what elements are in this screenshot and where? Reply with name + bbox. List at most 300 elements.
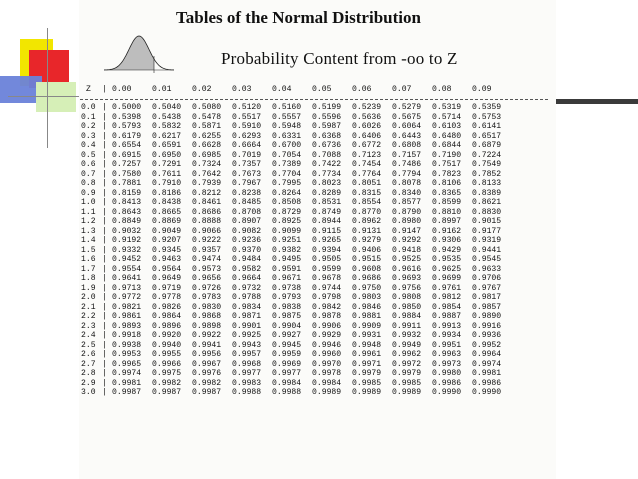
probability-cell: 0.9761 — [432, 283, 462, 293]
probability-cell: 0.5675 — [392, 112, 422, 122]
probability-cell: 0.9989 — [312, 388, 342, 397]
probability-cell: 0.8051 — [352, 179, 382, 188]
probability-cell: 0.9893 — [112, 321, 142, 331]
probability-cell: 0.9969 — [272, 359, 302, 369]
probability-cell: 0.9345 — [152, 245, 182, 255]
probability-cell: 0.9985 — [352, 378, 382, 388]
probability-cell: 0.9875 — [272, 312, 302, 321]
probability-cell: 0.9452 — [112, 255, 142, 264]
probability-cell: 0.9495 — [272, 255, 302, 264]
probability-cell: 0.8365 — [432, 188, 462, 198]
probability-cell: 0.9990 — [472, 388, 502, 397]
probability-cell: 0.8997 — [432, 217, 462, 226]
z-value: 3.0 — [81, 388, 96, 397]
z-value: 1.1 — [81, 207, 96, 217]
probability-cell: 0.9904 — [272, 321, 302, 331]
probability-cell: 0.9251 — [272, 236, 302, 245]
probability-cell: 0.9901 — [232, 321, 262, 331]
probability-cell: 0.7611 — [152, 169, 182, 179]
probability-cell: 0.7357 — [232, 160, 262, 169]
table-row — [80, 170, 556, 180]
probability-cell: 0.9846 — [352, 302, 382, 312]
decor-vertical-line — [47, 28, 48, 148]
z-value: 0.0 — [81, 103, 96, 112]
z-value: 1.3 — [81, 226, 96, 236]
table-row — [80, 179, 556, 189]
probability-cell: 0.7157 — [392, 150, 422, 160]
probability-cell: 0.9738 — [272, 283, 302, 293]
probability-cell: 0.9279 — [352, 236, 382, 245]
z-value: 1.4 — [81, 236, 96, 245]
probability-cell: 0.5714 — [432, 112, 462, 122]
probability-cell: 0.9686 — [352, 274, 382, 283]
probability-cell: 0.9925 — [232, 331, 262, 340]
probability-cell: 0.8708 — [232, 207, 262, 217]
probability-cell: 0.7704 — [272, 169, 302, 179]
z-value: 2.9 — [81, 378, 96, 388]
probability-cell: 0.9977 — [272, 369, 302, 378]
probability-cell: 0.5438 — [152, 112, 182, 122]
table-row — [80, 369, 556, 379]
probability-cell: 0.5398 — [112, 112, 142, 122]
probability-cell: 0.8962 — [352, 217, 382, 226]
probability-cell: 0.7257 — [112, 160, 142, 169]
probability-cell: 0.7764 — [352, 169, 382, 179]
table-row — [80, 379, 556, 389]
probability-cell: 0.9956 — [192, 350, 222, 359]
row-separator: | — [102, 321, 107, 331]
probability-cell: 0.9830 — [192, 302, 222, 312]
z-value: 0.3 — [81, 131, 96, 141]
probability-cell: 0.9706 — [472, 274, 502, 283]
probability-cell: 0.9693 — [392, 274, 422, 283]
probability-cell: 0.9972 — [392, 359, 422, 369]
probability-cell: 0.8212 — [192, 188, 222, 198]
table-row — [80, 350, 556, 360]
header-rule — [80, 99, 548, 100]
probability-cell: 0.9868 — [192, 312, 222, 321]
probability-cell: 0.9918 — [112, 331, 142, 340]
probability-cell: 0.6591 — [152, 141, 182, 150]
probability-cell: 0.5359 — [472, 103, 502, 112]
probability-cell: 0.9916 — [472, 321, 502, 331]
probability-cell: 0.5557 — [272, 112, 302, 122]
z-value: 2.6 — [81, 350, 96, 359]
row-separator: | — [102, 340, 107, 350]
probability-cell: 0.9927 — [272, 331, 302, 340]
probability-cell: 0.9988 — [232, 388, 262, 397]
probability-cell: 0.9162 — [432, 226, 462, 236]
probability-cell: 0.9979 — [392, 369, 422, 378]
probability-cell: 0.9861 — [112, 312, 142, 321]
table-row — [80, 227, 556, 237]
page-title: Tables of the Normal Distribution — [176, 8, 421, 27]
probability-cell: 0.5987 — [312, 122, 342, 131]
probability-cell: 0.9965 — [112, 359, 142, 369]
probability-cell: 0.9906 — [312, 321, 342, 331]
probability-cell: 0.9394 — [312, 245, 342, 255]
probability-cell: 0.8849 — [112, 217, 142, 226]
row-separator: | — [102, 188, 107, 198]
table-row — [80, 322, 556, 332]
probability-cell: 0.8577 — [392, 198, 422, 207]
probability-cell: 0.7823 — [432, 169, 462, 179]
probability-cell: 0.9946 — [312, 340, 342, 350]
probability-cell: 0.8749 — [312, 207, 342, 217]
probability-cell: 0.8315 — [352, 188, 382, 198]
probability-cell: 0.9981 — [472, 369, 502, 378]
table-row — [80, 331, 556, 341]
probability-cell: 0.9881 — [352, 312, 382, 321]
probability-cell: 0.9406 — [352, 245, 382, 255]
table-row — [80, 151, 556, 161]
row-separator: | — [102, 388, 107, 397]
probability-cell: 0.8686 — [192, 207, 222, 217]
row-separator: | — [102, 331, 107, 340]
probability-cell: 0.9015 — [472, 217, 502, 226]
probability-cell: 0.9821 — [112, 302, 142, 312]
probability-cell: 0.9474 — [192, 255, 222, 264]
probability-cell: 0.9783 — [192, 293, 222, 302]
probability-cell: 0.9778 — [152, 293, 182, 302]
column-header: 0.04 — [272, 85, 292, 94]
probability-cell: 0.9793 — [272, 293, 302, 302]
probability-cell: 0.8907 — [232, 217, 262, 226]
column-header: 0.06 — [352, 85, 372, 94]
table-row — [80, 189, 556, 199]
probability-cell: 0.6026 — [352, 122, 382, 131]
z-value: 2.2 — [81, 312, 96, 321]
normal-curve-icon — [102, 30, 176, 78]
probability-cell: 0.9953 — [112, 350, 142, 359]
probability-cell: 0.9306 — [432, 236, 462, 245]
z-value: 2.3 — [81, 321, 96, 331]
probability-cell: 0.9812 — [432, 293, 462, 302]
header-separator: | — [102, 85, 107, 94]
probability-cell: 0.9974 — [472, 359, 502, 369]
probability-cell: 0.7967 — [232, 179, 262, 188]
z-column-header: Z — [86, 85, 91, 94]
probability-cell: 0.9987 — [152, 388, 182, 397]
table-row — [80, 341, 556, 351]
probability-cell: 0.9990 — [432, 388, 462, 397]
z-value: 2.1 — [81, 302, 96, 312]
probability-cell: 0.7580 — [112, 169, 142, 179]
probability-cell: 0.9964 — [472, 350, 502, 359]
probability-cell: 0.9788 — [232, 293, 262, 302]
probability-cell: 0.6331 — [272, 131, 302, 141]
column-header: 0.02 — [192, 85, 212, 94]
probability-cell: 0.9756 — [392, 283, 422, 293]
table-row — [80, 284, 556, 294]
table-row — [80, 141, 556, 151]
probability-cell: 0.7486 — [392, 160, 422, 169]
column-header: 0.03 — [232, 85, 252, 94]
probability-cell: 0.7517 — [432, 160, 462, 169]
z-value: 0.6 — [81, 160, 96, 169]
probability-cell: 0.5517 — [232, 112, 262, 122]
probability-cell: 0.9564 — [152, 264, 182, 274]
probability-cell: 0.9984 — [272, 378, 302, 388]
probability-cell: 0.9931 — [352, 331, 382, 340]
z-value: 1.8 — [81, 274, 96, 283]
probability-cell: 0.9633 — [472, 264, 502, 274]
probability-cell: 0.5239 — [352, 103, 382, 112]
probability-cell: 0.9983 — [232, 378, 262, 388]
probability-cell: 0.9932 — [392, 331, 422, 340]
probability-cell: 0.9986 — [472, 378, 502, 388]
probability-cell: 0.6255 — [192, 131, 222, 141]
probability-cell: 0.9744 — [312, 283, 342, 293]
probability-cell: 0.9591 — [272, 264, 302, 274]
probability-cell: 0.9850 — [392, 302, 422, 312]
table-body — [80, 103, 556, 398]
probability-cell: 0.7910 — [152, 179, 182, 188]
probability-cell: 0.9082 — [232, 226, 262, 236]
table-row — [80, 265, 556, 275]
row-separator: | — [102, 122, 107, 131]
z-value: 0.5 — [81, 150, 96, 160]
probability-cell: 0.9649 — [152, 274, 182, 283]
row-separator: | — [102, 112, 107, 122]
row-separator: | — [102, 217, 107, 226]
probability-cell: 0.9608 — [352, 264, 382, 274]
probability-cell: 0.7642 — [192, 169, 222, 179]
decor-horizontal-line — [8, 96, 88, 97]
table-row — [80, 236, 556, 246]
probability-cell: 0.5279 — [392, 103, 422, 112]
probability-cell: 0.7549 — [472, 160, 502, 169]
z-value: 2.0 — [81, 293, 96, 302]
probability-cell: 0.7939 — [192, 179, 222, 188]
row-separator: | — [102, 226, 107, 236]
probability-cell: 0.9887 — [432, 312, 462, 321]
probability-cell: 0.7422 — [312, 160, 342, 169]
probability-cell: 0.9641 — [112, 274, 142, 283]
row-separator: | — [102, 378, 107, 388]
probability-cell: 0.8980 — [392, 217, 422, 226]
probability-cell: 0.8485 — [232, 198, 262, 207]
probability-cell: 0.9332 — [112, 245, 142, 255]
probability-cell: 0.9554 — [112, 264, 142, 274]
probability-cell: 0.8159 — [112, 188, 142, 198]
z-value: 1.6 — [81, 255, 96, 264]
probability-cell: 0.9664 — [232, 274, 262, 283]
probability-cell: 0.9988 — [272, 388, 302, 397]
table-row — [80, 132, 556, 142]
probability-cell: 0.8531 — [312, 198, 342, 207]
probability-cell: 0.7224 — [472, 150, 502, 160]
probability-cell: 0.9934 — [432, 331, 462, 340]
probability-cell: 0.9989 — [352, 388, 382, 397]
probability-cell: 0.6700 — [272, 141, 302, 150]
probability-cell: 0.9896 — [152, 321, 182, 331]
probability-cell: 0.7324 — [192, 160, 222, 169]
probability-cell: 0.6480 — [432, 131, 462, 141]
probability-cell: 0.9803 — [352, 293, 382, 302]
probability-cell: 0.6628 — [192, 141, 222, 150]
probability-cell: 0.7881 — [112, 179, 142, 188]
probability-cell: 0.9750 — [352, 283, 382, 293]
probability-cell: 0.9982 — [192, 378, 222, 388]
probability-cell: 0.6772 — [352, 141, 382, 150]
probability-cell: 0.9625 — [432, 264, 462, 274]
column-header: 0.09 — [472, 85, 492, 94]
probability-cell: 0.8413 — [112, 198, 142, 207]
probability-cell: 0.8888 — [192, 217, 222, 226]
row-separator: | — [102, 255, 107, 264]
row-separator: | — [102, 369, 107, 378]
probability-cell: 0.6103 — [432, 122, 462, 131]
table-row — [80, 360, 556, 370]
probability-cell: 0.9955 — [152, 350, 182, 359]
probability-cell: 0.8944 — [312, 217, 342, 226]
probability-cell: 0.9319 — [472, 236, 502, 245]
row-separator: | — [102, 160, 107, 169]
probability-cell: 0.9719 — [152, 283, 182, 293]
probability-cell: 0.8830 — [472, 207, 502, 217]
probability-cell: 0.9920 — [152, 331, 182, 340]
probability-cell: 0.7995 — [272, 179, 302, 188]
probability-cell: 0.9115 — [312, 226, 342, 236]
probability-cell: 0.9857 — [472, 302, 502, 312]
probability-cell: 0.6406 — [352, 131, 382, 141]
probability-cell: 0.9838 — [272, 302, 302, 312]
page-subtitle: Probability Content from -oo to Z — [221, 49, 458, 68]
z-value: 0.1 — [81, 112, 96, 122]
z-value: 0.7 — [81, 169, 96, 179]
row-separator: | — [102, 359, 107, 369]
probability-cell: 0.9966 — [152, 359, 182, 369]
probability-cell: 0.6736 — [312, 141, 342, 150]
probability-cell: 0.7054 — [272, 150, 302, 160]
probability-cell: 0.7794 — [392, 169, 422, 179]
probability-cell: 0.9962 — [392, 350, 422, 359]
probability-cell: 0.9936 — [472, 331, 502, 340]
probability-cell: 0.9974 — [112, 369, 142, 378]
probability-cell: 0.9890 — [472, 312, 502, 321]
probability-cell: 0.8554 — [352, 198, 382, 207]
probability-cell: 0.6293 — [232, 131, 262, 141]
probability-cell: 0.9463 — [152, 255, 182, 264]
row-separator: | — [102, 283, 107, 293]
probability-cell: 0.9878 — [312, 312, 342, 321]
column-header: 0.08 — [432, 85, 452, 94]
probability-cell: 0.9989 — [392, 388, 422, 397]
z-value: 1.9 — [81, 283, 96, 293]
probability-cell: 0.9975 — [152, 369, 182, 378]
probability-cell: 0.9952 — [472, 340, 502, 350]
table-row — [80, 303, 556, 313]
probability-cell: 0.9767 — [472, 283, 502, 293]
z-value: 1.5 — [81, 245, 96, 255]
column-header: 0.05 — [312, 85, 332, 94]
probability-cell: 0.9370 — [232, 245, 262, 255]
table-header-row — [80, 82, 556, 98]
table-row — [80, 160, 556, 170]
probability-cell: 0.8186 — [152, 188, 182, 198]
z-value: 2.7 — [81, 359, 96, 369]
z-value: 1.2 — [81, 217, 96, 226]
probability-cell: 0.9545 — [472, 255, 502, 264]
row-separator: | — [102, 179, 107, 188]
probability-cell: 0.9987 — [112, 388, 142, 397]
z-value: 0.2 — [81, 122, 96, 131]
probability-cell: 0.9898 — [192, 321, 222, 331]
probability-cell: 0.6844 — [432, 141, 462, 150]
probability-cell: 0.9959 — [272, 350, 302, 359]
probability-cell: 0.7190 — [432, 150, 462, 160]
row-separator: | — [102, 103, 107, 112]
table-row — [80, 274, 556, 284]
probability-cell: 0.9582 — [232, 264, 262, 274]
probability-cell: 0.9147 — [392, 226, 422, 236]
probability-cell: 0.9929 — [312, 331, 342, 340]
probability-cell: 0.9177 — [472, 226, 502, 236]
normal-distribution-table — [80, 82, 556, 398]
probability-cell: 0.8461 — [192, 198, 222, 207]
probability-cell: 0.9222 — [192, 236, 222, 245]
probability-cell: 0.9938 — [112, 340, 142, 350]
probability-cell: 0.7291 — [152, 160, 182, 169]
probability-cell: 0.6179 — [112, 131, 142, 141]
table-row — [80, 255, 556, 265]
row-separator: | — [102, 245, 107, 255]
probability-cell: 0.9066 — [192, 226, 222, 236]
probability-cell: 0.9713 — [112, 283, 142, 293]
probability-cell: 0.9971 — [352, 359, 382, 369]
probability-cell: 0.5199 — [312, 103, 342, 112]
probability-cell: 0.9772 — [112, 293, 142, 302]
probability-cell: 0.9854 — [432, 302, 462, 312]
probability-cell: 0.9599 — [312, 264, 342, 274]
table-row — [80, 198, 556, 208]
probability-cell: 0.8438 — [152, 198, 182, 207]
probability-cell: 0.9948 — [352, 340, 382, 350]
probability-cell: 0.9049 — [152, 226, 182, 236]
probability-cell: 0.9973 — [432, 359, 462, 369]
probability-cell: 0.9441 — [472, 245, 502, 255]
probability-cell: 0.9131 — [352, 226, 382, 236]
probability-cell: 0.9732 — [232, 283, 262, 293]
probability-cell: 0.7673 — [232, 169, 262, 179]
z-value: 0.9 — [81, 188, 96, 198]
decor-green-block — [36, 82, 76, 112]
row-separator: | — [102, 141, 107, 150]
probability-cell: 0.5948 — [272, 122, 302, 131]
probability-cell: 0.9573 — [192, 264, 222, 274]
probability-cell: 0.9515 — [352, 255, 382, 264]
probability-cell: 0.9616 — [392, 264, 422, 274]
probability-cell: 0.9970 — [312, 359, 342, 369]
probability-cell: 0.9726 — [192, 283, 222, 293]
probability-cell: 0.9967 — [192, 359, 222, 369]
probability-cell: 0.5793 — [112, 122, 142, 131]
row-separator: | — [102, 150, 107, 160]
z-value: 2.5 — [81, 340, 96, 350]
probability-cell: 0.9099 — [272, 226, 302, 236]
row-separator: | — [102, 350, 107, 359]
probability-cell: 0.9265 — [312, 236, 342, 245]
probability-cell: 0.7389 — [272, 160, 302, 169]
probability-cell: 0.8078 — [392, 179, 422, 188]
probability-cell: 0.5040 — [152, 103, 182, 112]
probability-cell: 0.9192 — [112, 236, 142, 245]
column-header: 0.01 — [152, 85, 172, 94]
row-separator: | — [102, 264, 107, 274]
probability-cell: 0.6808 — [392, 141, 422, 150]
probability-cell: 0.6141 — [472, 122, 502, 131]
